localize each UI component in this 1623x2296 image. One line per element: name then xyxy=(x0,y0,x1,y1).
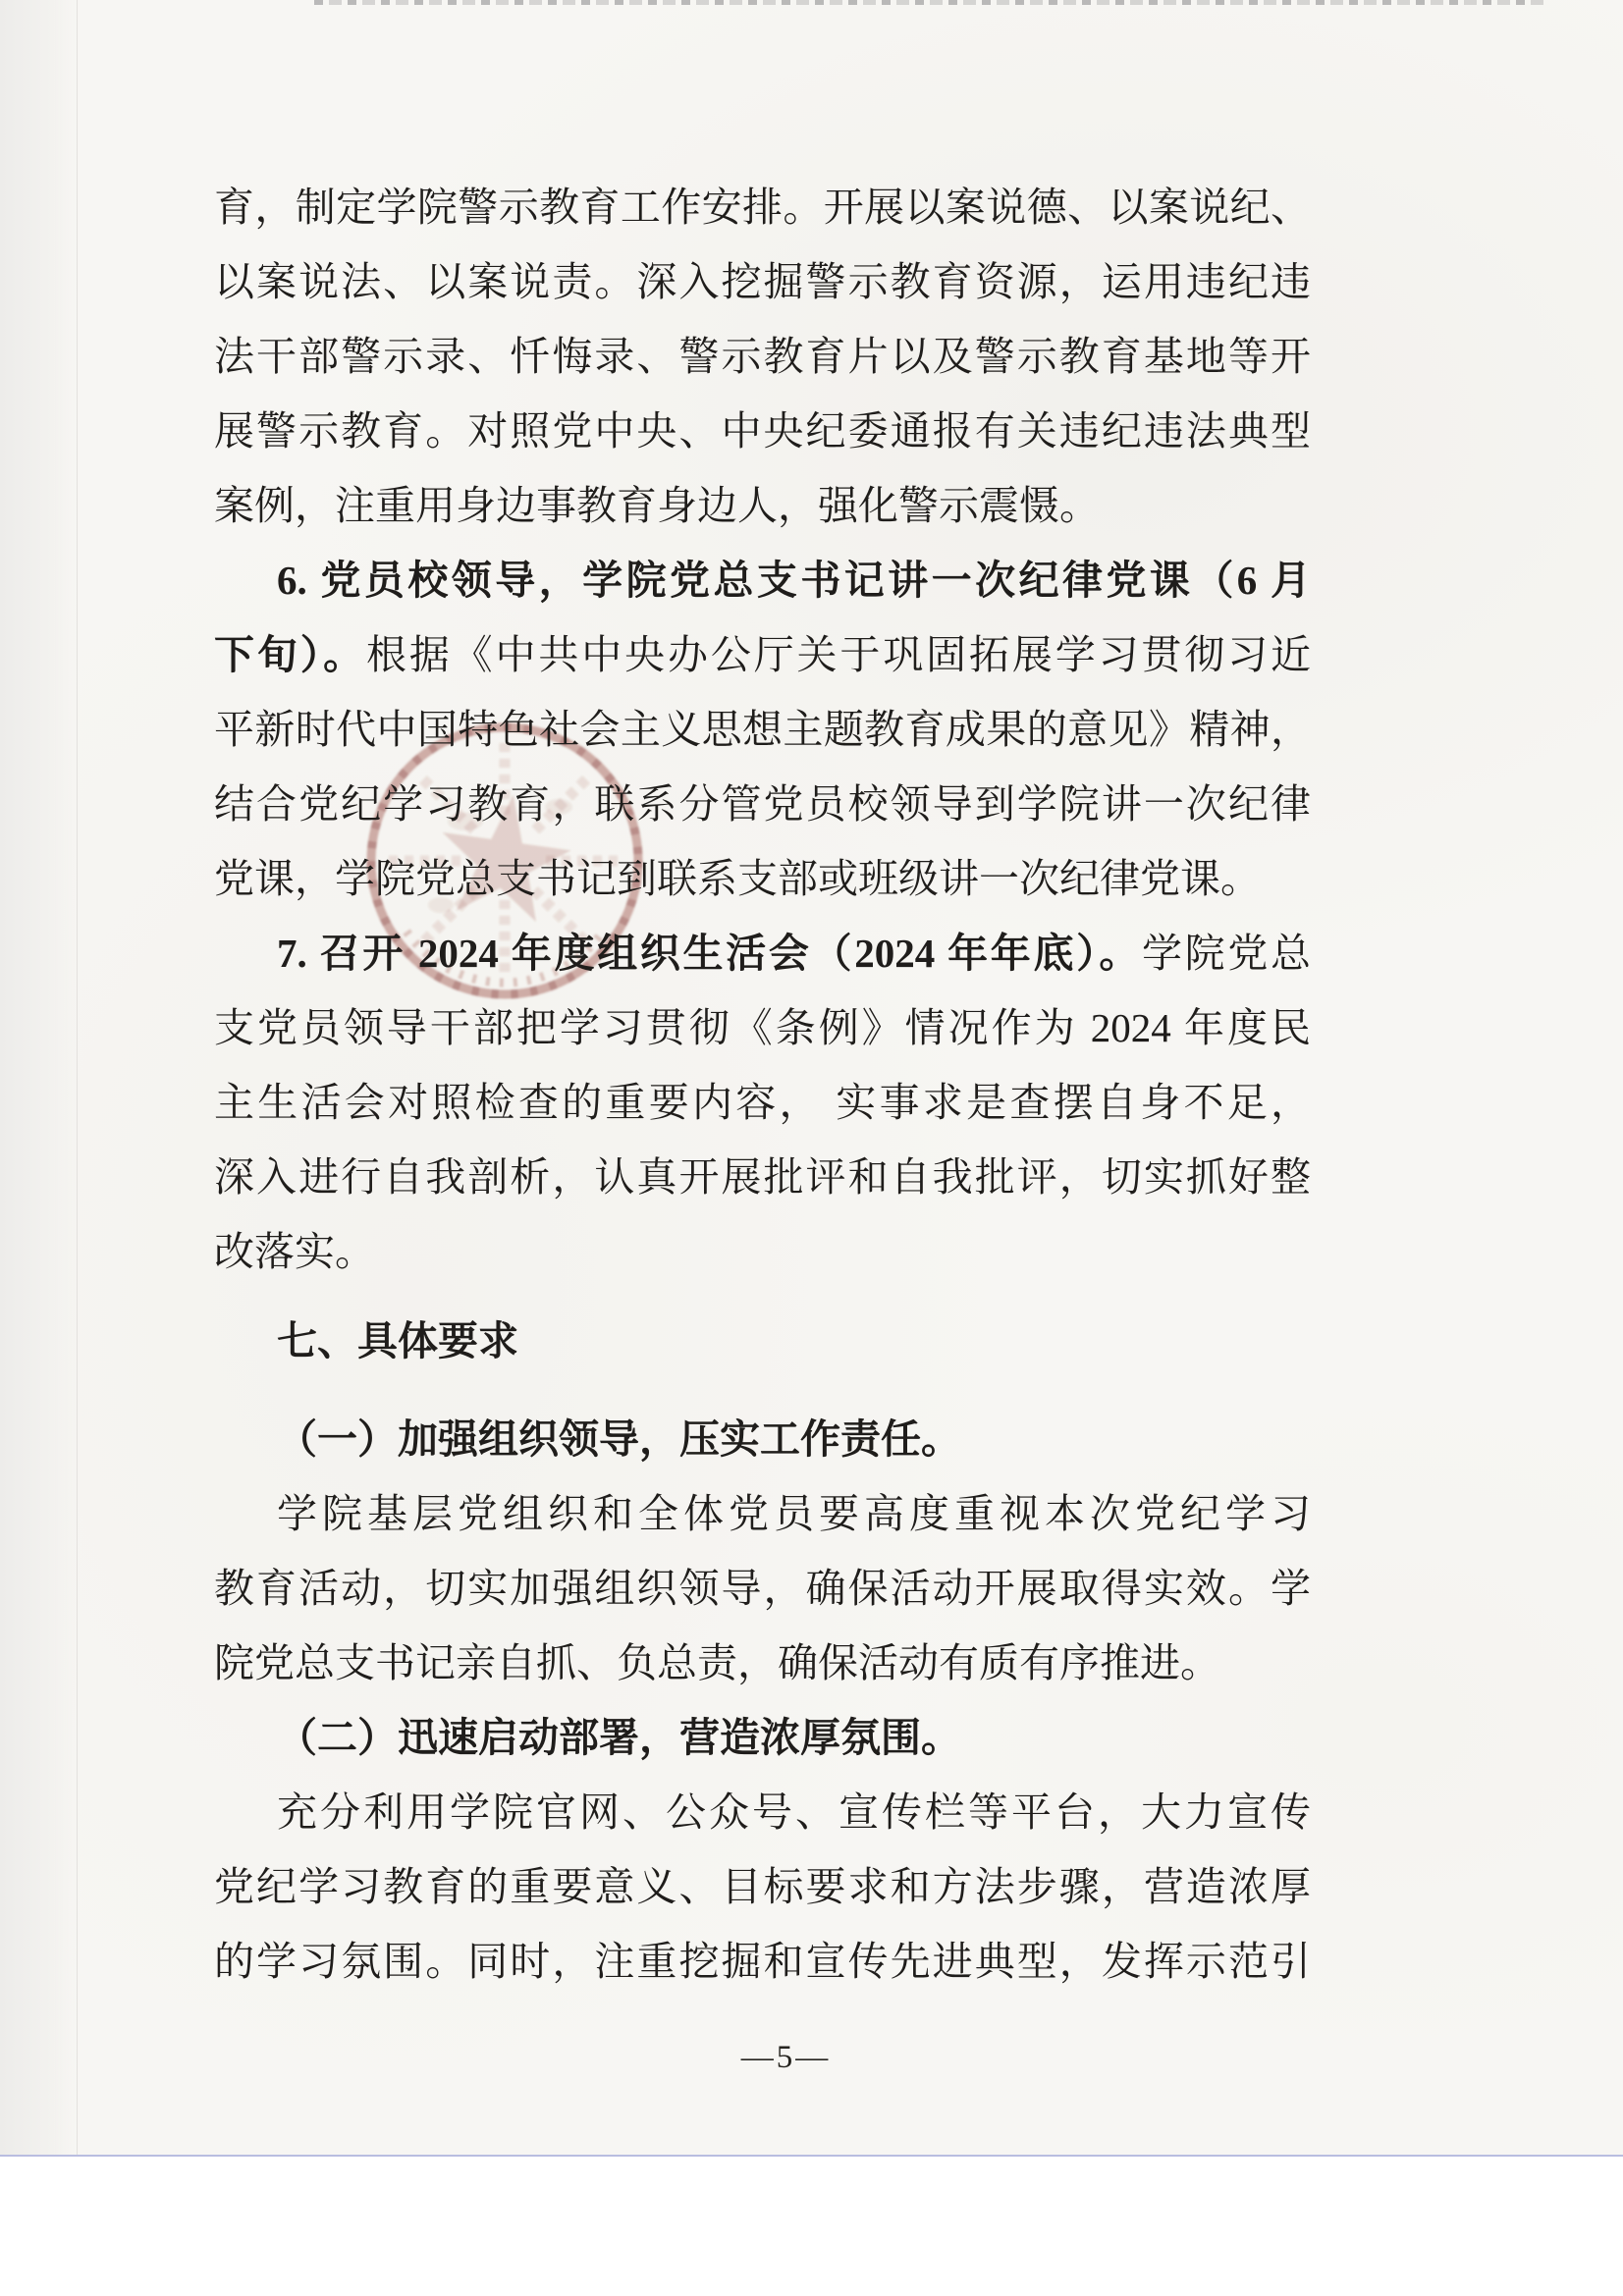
text-line xyxy=(214,1140,1311,1214)
text-line xyxy=(214,1551,1311,1626)
text-segment: 党纪学习教育的重要意义、目标要求和方法步骤，营造浓厚 xyxy=(214,1864,1311,1909)
text-segment: 教育活动，切实加强组织领导，确保活动开展取得实效。学 xyxy=(214,1566,1311,1611)
document-body xyxy=(214,170,1311,1999)
scan-artifact-top xyxy=(314,0,1546,5)
text-segment: 6. 党员校领导，学院党总支书记讲一次纪律党课（6 月 xyxy=(277,558,1311,603)
text-line xyxy=(214,1065,1311,1140)
text-line xyxy=(214,767,1311,841)
text-line xyxy=(214,1849,1311,1924)
text-segment: 学院党总 xyxy=(1142,931,1312,976)
text-line xyxy=(214,543,1311,617)
text-segment: 学院基层党组织和全体党员要高度重视本次党纪学习 xyxy=(277,1491,1311,1536)
text-line xyxy=(214,244,1311,319)
scan-margin-left xyxy=(0,0,78,2156)
text-segment: 根据《中共中央办公厅关于巩固拓展学习贯彻习近 xyxy=(365,632,1312,677)
text-line xyxy=(214,1476,1311,1551)
text-line xyxy=(214,1775,1311,1849)
text-line xyxy=(214,692,1311,767)
heading-line xyxy=(214,1304,1311,1378)
text-segment: 的学习氛围。同时，注重挖掘和宣传先进典型，发挥示范引 xyxy=(214,1939,1311,1984)
text-line xyxy=(214,468,1311,543)
text-segment: 育，制定学院警示教育工作安排。开展以案说德、以案说纪、 xyxy=(214,185,1311,230)
text-segment: 深入进行自我剖析，认真开展批评和自我批评，切实抓好整 xyxy=(214,1154,1311,1200)
text-segment: （二）迅速启动部署，营造浓厚氛围。 xyxy=(277,1715,961,1760)
text-segment: 以案说法、以案说责。深入挖掘警示教育资源，运用违纪违 xyxy=(214,259,1311,304)
text-line xyxy=(214,1626,1311,1700)
subheading-line xyxy=(214,1402,1311,1476)
text-line xyxy=(214,1214,1311,1289)
text-line xyxy=(214,990,1311,1065)
text-segment: 充分利用学院官网、公众号、宣传栏等平台，大力宣传 xyxy=(277,1789,1311,1835)
text-segment: 院党总支书记亲自抓、负总责，确保活动有质有序推进。 xyxy=(214,1640,1220,1685)
text-segment: 平新时代中国特色社会主义思想主题教育成果的意见》精神， xyxy=(214,707,1311,752)
text-segment: 七、具体要求 xyxy=(277,1318,518,1363)
text-line xyxy=(214,394,1311,468)
text-segment: 法干部警示录、忏悔录、警示教育片以及警示教育基地等开 xyxy=(214,334,1311,379)
text-segment: （一）加强组织领导，压实工作责任。 xyxy=(277,1416,961,1462)
subheading-line xyxy=(214,1700,1311,1775)
text-line xyxy=(214,916,1311,990)
text-segment: 支党员领导干部把学习贯彻《条例》情况作为 2024 年度民 xyxy=(214,1005,1311,1050)
text-segment: 案例，注重用身边事教育身边人，强化警示震慑。 xyxy=(214,483,1100,528)
text-line xyxy=(214,319,1311,394)
text-line xyxy=(214,1924,1311,1999)
text-segment: 主生活会对照检查的重要内容， 实事求是查摆自身不足， xyxy=(214,1080,1311,1125)
text-segment: 下旬）。 xyxy=(214,632,366,677)
text-line xyxy=(214,617,1311,692)
text-line xyxy=(214,170,1311,244)
text-segment: 改落实。 xyxy=(214,1229,375,1274)
text-line xyxy=(214,841,1311,916)
text-segment: 7. 召开 2024 年度组织生活会（2024 年年底）。 xyxy=(277,931,1142,976)
page-number: —5— xyxy=(740,2040,832,2075)
text-segment: 展警示教育。对照党中央、中央纪委通报有关违纪违法典型 xyxy=(214,408,1311,454)
scan-background-bottom xyxy=(0,2157,1623,2296)
text-segment: 结合党纪学习教育，联系分管党员校领导到学院讲一次纪律 xyxy=(214,781,1311,827)
text-segment: 党课，学院党总支书记到联系支部或班级讲一次纪律党课。 xyxy=(214,856,1261,901)
